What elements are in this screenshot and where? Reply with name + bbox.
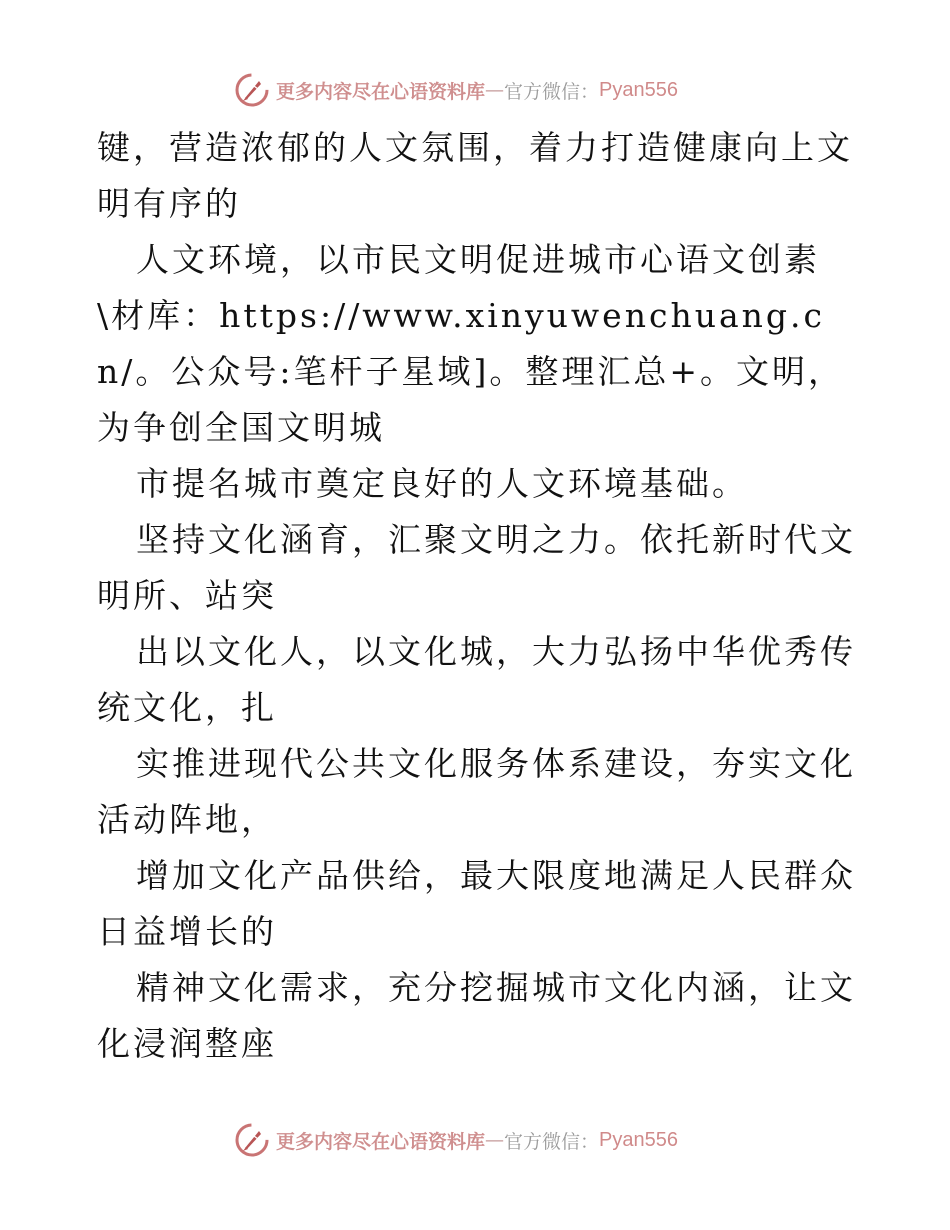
banner-wechat-id: Pyan556 — [599, 1128, 678, 1151]
header-banner — [234, 72, 678, 108]
paragraph-4: 坚持文化涵育，汇聚文明之力。依托新时代文明所、站突 — [97, 520, 856, 615]
footer-banner — [234, 1122, 678, 1158]
banner-official-label: 官方微信： — [504, 1130, 600, 1153]
paragraph-5: 出以文化人，以文化城，大力弘扬中华优秀传统文化，扎 — [97, 632, 856, 727]
paragraph-8: 精神文化需求，充分挖掘城市文化内涵，让文化浸润整座 — [97, 968, 856, 1063]
banner-official-label: 官方微信： — [504, 80, 600, 103]
quill-circle-logo-icon — [234, 1122, 270, 1158]
banner-dash: — — [485, 79, 505, 101]
paragraph-1: 键，营造浓郁的人文氛围，着力打造健康向上文明有序的 — [97, 128, 853, 223]
body-text — [97, 120, 857, 1072]
quill-circle-logo-icon — [234, 72, 270, 108]
paragraph-7: 增加文化产品供给，最大限度地满足人民群众日益增长的 — [97, 856, 856, 951]
banner-main-text: 更多内容尽在心语资料库 — [276, 80, 486, 103]
paragraph-3: 市提名城市奠定良好的人文环境基础。 — [136, 464, 748, 503]
paragraph-6: 实推进现代公共文化服务体系建设，夯实文化活动阵地， — [97, 744, 856, 839]
paragraph-2: 人文环境，以市民文明促进城市心语文创素\材库：https://www.xinyuwenchuang.cn/。公众号:笔杆子星域]。整理汇总+。文明，为争创全国文明城 — [97, 240, 845, 447]
banner-main-text: 更多内容尽在心语资料库 — [276, 1130, 486, 1153]
banner-dash: — — [485, 1129, 505, 1151]
banner-wechat-id: Pyan556 — [599, 78, 678, 101]
